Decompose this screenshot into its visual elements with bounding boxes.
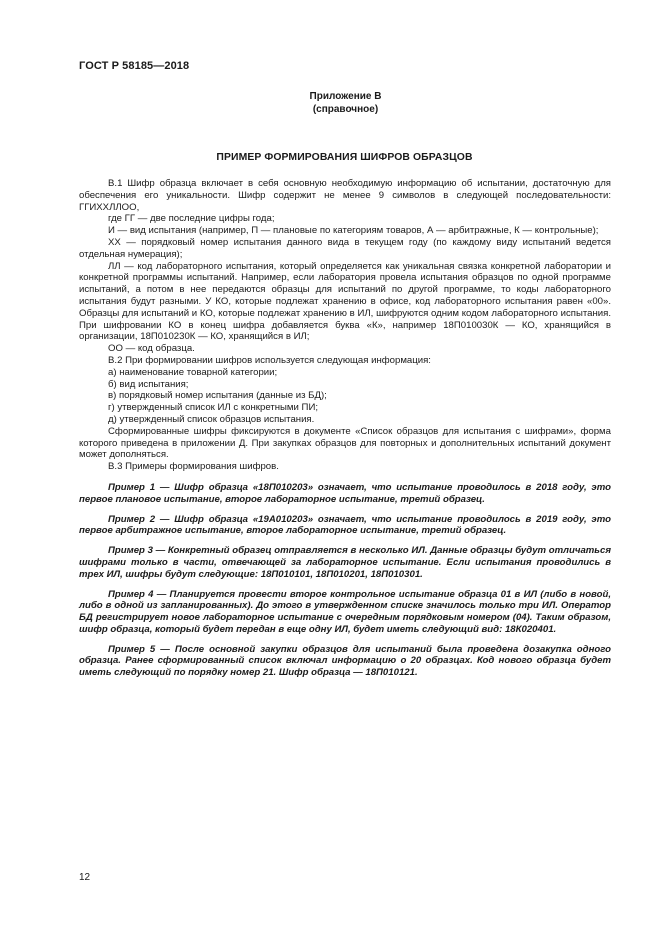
annex-title: Приложение В — [309, 91, 382, 102]
list-item-a: а) наименование товарной категории; — [108, 366, 278, 378]
paragraph-fixed-codes: Сформированные шифры фиксируются в документе «Список образцов для испытания с шифрами», форма которого приведена в приложении Д. При закупках образцов для повторных и дополнительных испытаний документ может дополняться. — [79, 425, 611, 461]
paragraph-b3: В.3 Примеры формирования шифров. — [108, 461, 279, 473]
list-item-v: в) порядковый номер испытания (данные из БД); — [108, 390, 327, 402]
paragraph-ll: ЛЛ — код лабораторного испытания, который определяется как уникальная связка конкретной лаборатории и конкретной программы испытаний. Например, если лаборатория провела испытания образцов по одной программе испытаний, а потом в нее передаются образцы для испытаний по другой программе, то коды лабораторного испытания будут разными. У КО, которые подлежат хранению в офисе, код лабораторного испытания равен «00». Образцы для испытаний и КО, которые подлежат хранению в ИЛ, шифруются одним кодом лабораторного испытания. При шифровании КО в конец шифра добавляется буква «К», например 18П010030К — КО, хранящийся в организации, 18П010230К — КО, хранящийся в ИЛ; — [79, 260, 611, 343]
paragraph-b1: В.1 Шифр образца включает в себя основную необходимую информацию об испытании, достаточную для обеспечения его уникальности. Шифр содержит не менее 9 символов в следующей последовательности: ГГИХХЛЛОО, — [79, 178, 611, 213]
document-code: ГОСТ Р 58185—2018 — [79, 60, 190, 72]
paragraph-xx: ХХ — порядковый номер испытания данного вида в текущем году (по каждому виду испытаний ведется отдельная нумерация); — [79, 236, 611, 260]
example-5: Пример 5 — После основной закупки образцов для испытаний была проведена дозакупка одного образца. Ранее сформированный список включал информацию о 20 образцах. Код нового образца будет иметь следующий по порядку номер 21. Шифр образца — 18П010121. — [79, 643, 611, 679]
list-item-d: д) утвержденный список образцов испытания. — [108, 413, 315, 425]
paragraph-i: И — вид испытания (например, П — плановые по категориям товаров, А — арбитражные, К — контрольные); — [108, 225, 599, 237]
list-item-g: г) утвержденный список ИЛ с конкретными ПИ; — [108, 402, 319, 414]
annex-note: (справочное) — [312, 104, 379, 115]
paragraph-gg: где ГГ — две последние цифры года; — [108, 213, 275, 225]
example-3: Пример 3 — Конкретный образец отправляется в несколько ИЛ. Данные образцы будут отличаться шифрами только в части, отвечающей за лабораторное испытание. Если испытания проводились в трех ИЛ, шифры будут следующие: 18П010101, 18П010201, 18П010301. — [79, 545, 611, 580]
list-item-b: б) вид испытания; — [108, 378, 189, 390]
example-2: Пример 2 — Шифр образца «19А010203» означает, что испытание проводилось в 2019 году, это первое арбитражное испытание, второе лабораторное испытание, третий образец. — [79, 513, 611, 537]
example-1: Пример 1 — Шифр образца «18П010203» означает, что испытание проводилось в 2018 году, это первое плановое испытание, второе лабораторное испытание, третий образец. — [79, 481, 611, 505]
example-4: Пример 4 — Планируется провести второе контрольное испытание образца 01 в ИЛ (либо в новой, либо в одной из запланированных). До этого в утвержденном списке значилось только три ИЛ. Оператор БД регистрирует новое лабораторное испытание с очередным порядковым номером (04). Таким образом, шифр образца, который будет передан в еще одну ИЛ, будет иметь следующий вид: 18К020401. — [79, 588, 611, 635]
paragraph-b2: В.2 При формировании шифров используется следующая информация: — [108, 354, 431, 366]
section-title: ПРИМЕР ФОРМИРОВАНИЯ ШИФРОВ ОБРАЗЦОВ — [216, 152, 473, 163]
page-number: 12 — [79, 872, 91, 883]
annex-heading — [0, 90, 661, 116]
paragraph-oo: ОО — код образца. — [108, 343, 195, 355]
document-body — [79, 178, 611, 679]
